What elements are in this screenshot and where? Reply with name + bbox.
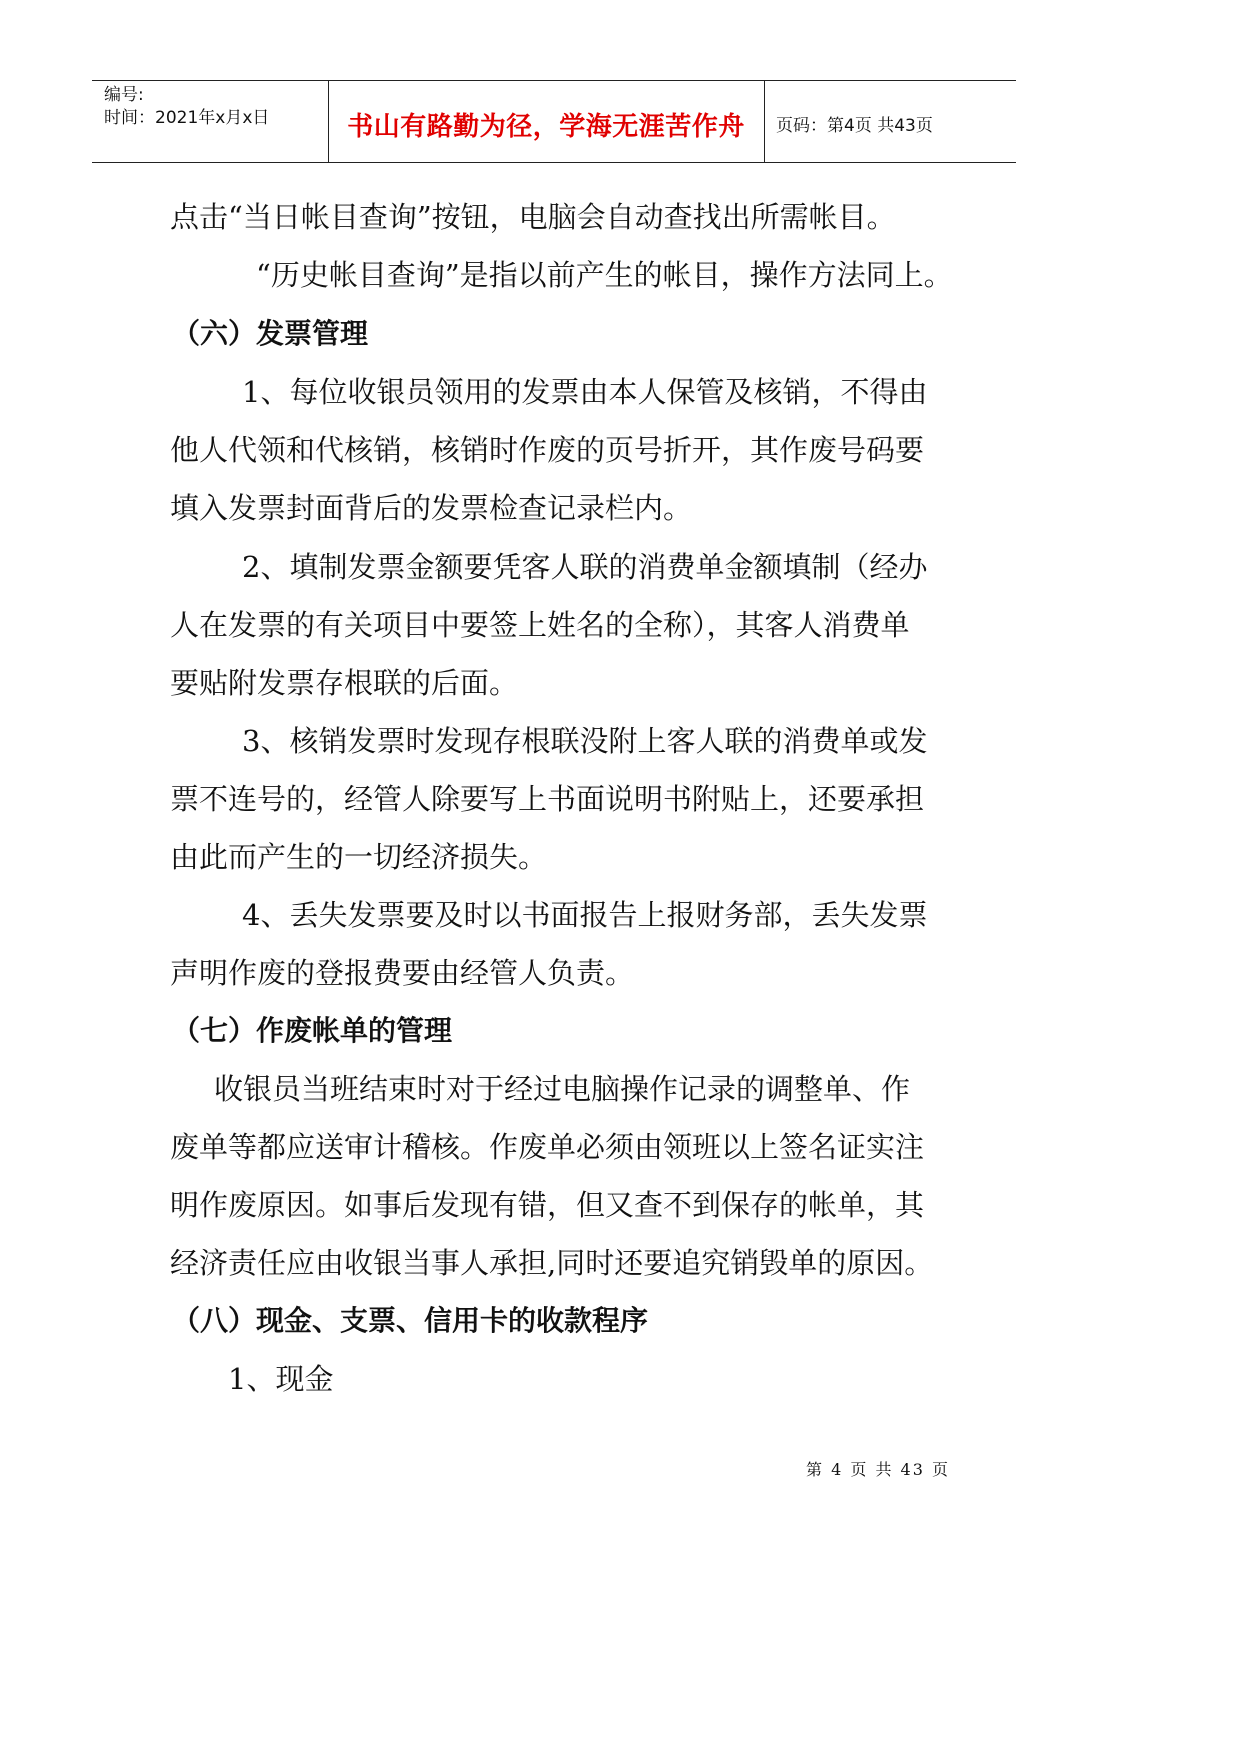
body-line: 由此而产生的一切经济损失。 bbox=[170, 840, 548, 874]
section-heading-payment-procedure: （八）现金、支票、信用卡的收款程序 bbox=[172, 1304, 649, 1337]
body-line: 点击“当日帐目查询”按钮，电脑会自动查找出所需帐目。 bbox=[170, 200, 896, 234]
header-motto: 书山有路勤为径，学海无涯苦作舟 bbox=[347, 112, 745, 142]
header-divider-right bbox=[764, 80, 765, 163]
body-line: 声明作废的登报费要由经管人负责。 bbox=[170, 956, 635, 990]
body-line: 1、每位收银员领用的发票由本人保管及核销，不得由 bbox=[242, 375, 928, 409]
body-line: 票不连号的，经管人除要写上书面说明书附贴上，还要承担 bbox=[170, 782, 925, 816]
body-line: 1、现金 bbox=[228, 1362, 334, 1396]
body-line: 要贴附发票存根联的后面。 bbox=[170, 666, 519, 700]
document-number-label: 编号: bbox=[104, 85, 144, 105]
body-line: 填入发票封面背后的发票检查记录栏内。 bbox=[170, 491, 693, 525]
body-line: 4、丢失发票要及时以书面报告上报财务部，丢失发票 bbox=[242, 898, 928, 932]
page-footer: 第 4 页 共 43 页 bbox=[806, 1460, 950, 1479]
body-line: 他人代领和代核销，核销时作废的页号折开，其作废号码要 bbox=[170, 433, 925, 467]
header-page-info: 页码：第4页 共43页 bbox=[776, 116, 933, 136]
body-line: 经济责任应由收银当事人承担,同时还要追究销毁单的原因。 bbox=[170, 1246, 934, 1280]
body-line: 废单等都应送审计稽核。作废单必须由领班以上签名证实注 bbox=[170, 1130, 925, 1164]
body-line: 人在发票的有关项目中要签上姓名的全称），其客人消费单 bbox=[170, 608, 910, 642]
body-line: 收银员当班结束时对于经过电脑操作记录的调整单、作 bbox=[214, 1072, 911, 1106]
section-heading-void-bills: （七）作废帐单的管理 bbox=[172, 1014, 453, 1047]
header-meta bbox=[104, 84, 269, 130]
body-line: 2、填制发票金额要凭客人联的消费单金额填制（经办 bbox=[242, 550, 928, 584]
body-line: “历史帐目查询”是指以前产生的帐目，操作方法同上。 bbox=[256, 258, 953, 292]
body-line: 明作废原因。如事后发现有错，但又查不到保存的帐单，其 bbox=[170, 1188, 925, 1222]
header-top-rule bbox=[92, 80, 1016, 81]
header-bottom-rule bbox=[92, 162, 1016, 163]
body-line: 3、核销发票时发现存根联没附上客人联的消费单或发 bbox=[242, 724, 928, 758]
document-time: 时间：2021年x月x日 bbox=[104, 108, 270, 128]
section-heading-invoice-management: （六）发票管理 bbox=[172, 317, 369, 350]
